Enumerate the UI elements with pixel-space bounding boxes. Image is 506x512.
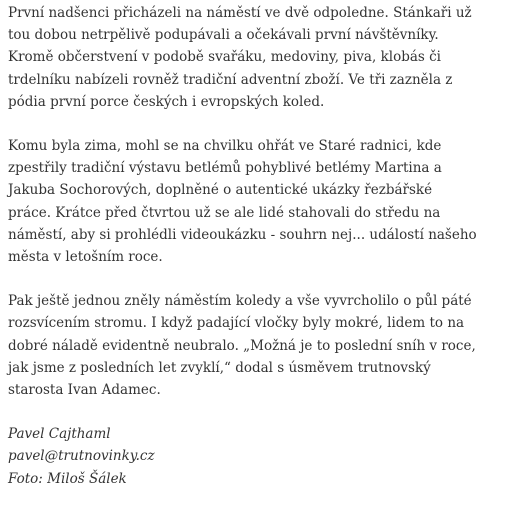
author-email: pavel@trutnovinky.cz [8, 448, 155, 465]
paragraph-line: tou dobou netrpělivě podupávali a očekávali první návštěvníky. [8, 27, 439, 44]
paragraph-line: trdelníku nabízeli rovněž tradiční adventní zboží. Ve tři zazněla z [8, 71, 453, 88]
author-name: Pavel Cajthaml [8, 426, 111, 443]
paragraph-line: pódia první porce českých i evropských koled. [8, 93, 325, 110]
paragraph-line: starosta Ivan Adamec. [8, 382, 161, 399]
paragraph-line: Pak ještě jednou zněly náměstím koledy a vše vyvrcholilo o půl páté [8, 293, 472, 310]
paragraph-line: náměstí, aby si prohlédli videoukázku - souhrn nej... událostí našeho [8, 226, 477, 243]
paragraph-line: Komu byla zima, mohl se na chvilku ohřát ve Staré radnici, kde [8, 138, 442, 155]
paragraph-3 [8, 290, 502, 401]
article-signature [8, 423, 502, 490]
article-body [8, 2, 502, 512]
paragraph-line: Jakuba Sochorových, doplněné o autentické ukázky řezbářské [8, 182, 433, 199]
paragraph-line: dobré náladě evidentně neubralo. „Možná je to poslední sníh v roce, [8, 337, 476, 354]
paragraph-1 [8, 2, 502, 113]
paragraph-line: První nadšenci přicházeli na náměstí ve dvě odpoledne. Stánkaři už [8, 5, 472, 21]
paragraph-line: Kromě občerstvení v podobě svařáku, medoviny, piva, klobás či [8, 49, 441, 66]
paragraph-line: zpestřily tradiční výstavu betlémů pohyblivé betlémy Martina a [8, 160, 442, 177]
paragraph-line: města v letošním roce. [8, 249, 163, 266]
paragraph-2 [8, 135, 502, 268]
paragraph-line: práce. Krátce před čtvrtou už se ale lidé stahovali do středu na [8, 204, 441, 221]
paragraph-line: rozsvícením stromu. I když padající vločky byly mokré, lidem to na [8, 315, 465, 332]
paragraph-line: jak jsme z posledních let zvyklí,“ dodal s úsměvem trutnovský [8, 359, 431, 376]
photo-credit: Foto: Miloš Šálek [8, 470, 127, 487]
